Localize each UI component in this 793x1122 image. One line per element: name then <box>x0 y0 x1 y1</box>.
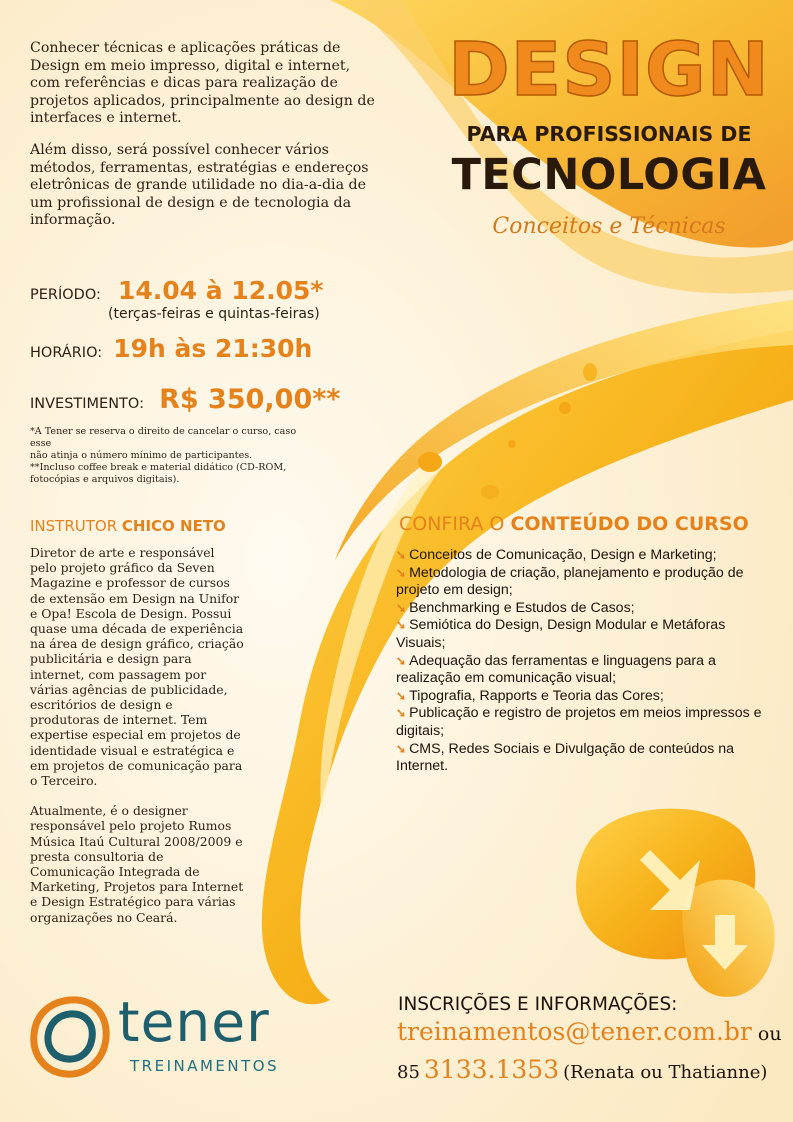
title-tecnologia: TECNOLOGIA <box>451 150 767 200</box>
arrow-bullet-icon: ➘ <box>396 741 407 756</box>
tener-logo-icon <box>28 994 112 1080</box>
list-item-text: CMS, Redes Sociais e Divulgação de conteúdos na Internet. <box>396 740 734 775</box>
footnotes <box>30 426 320 486</box>
contact-phone-number[interactable]: 3133.1353 <box>423 1055 560 1084</box>
arrow-bullet-icon: ➘ <box>396 688 407 703</box>
logo-wordmark: tener <box>118 990 270 1054</box>
list-item <box>396 547 776 565</box>
title-subtitle: PARA PROFISSIONAIS DE <box>466 122 752 146</box>
instructor-bio-paragraph-2: Atualmente, é o designer responsável pelo projeto Rumos Música Itaú Cultural 2008/2009 e presta consultoria de Comunicação Integrada de Marketing, Projetos para Internet e Design Estratégico para várias organizações no Ceará. <box>30 803 244 925</box>
list-item-text: Metodologia de criação, planejamento e produção de projeto em design; <box>396 564 744 599</box>
content-heading <box>399 513 749 535</box>
list-item <box>396 741 776 776</box>
list-item <box>396 617 776 652</box>
footnote-line: *A Tener se reserva o direito de cancelar o curso, caso esse <box>30 426 297 449</box>
instructor-bio-paragraph-1: Diretor de arte e responsável pelo projeto gráfico da Seven Magazine e professor de cursos de extensão em Design na Unifor e Opa! Escola de Design. Possui quase uma década de experiência na área de design gráfico, criação publicitária e design para internet, com passagem por várias agências de publicidade, escritórios de design e produtoras de internet. Tem expertise especial em projetos de identidade visual e estratégica e em projetos de comunicação para o Terceiro. <box>30 545 244 789</box>
list-item <box>396 688 776 706</box>
content-heading-label: CONFIRA O <box>399 513 511 535</box>
contact-names: (Renata ou Thatianne) <box>563 1062 768 1083</box>
contact-heading: INSCRIÇÕES E INFORMAÇÕES: <box>398 994 678 1015</box>
periodo-row <box>30 276 324 305</box>
list-item-text: Tipografia, Rapports e Teoria das Cores; <box>409 687 664 704</box>
horario-row <box>30 334 312 363</box>
title-design: DESIGN <box>448 27 770 113</box>
arrow-bullet-icon: ➘ <box>396 565 407 580</box>
periodo-value: 14.04 à 12.05* <box>117 276 324 305</box>
intro-paragraph-1: Conhecer técnicas e aplicações práticas de Design em meio impresso, digital e internet, com referências e dicas para realização de projetos aplicados, principalmente ao design de interfaces e internet. <box>30 40 375 127</box>
contact-area-code: 85 <box>397 1062 420 1083</box>
contact-email-row <box>397 1017 782 1046</box>
arrow-bullet-icon: ➘ <box>396 706 407 721</box>
list-item <box>396 653 776 688</box>
list-item <box>396 600 776 618</box>
periodo-days: (terças-feiras e quintas-feiras) <box>108 306 320 322</box>
horario-label: HORÁRIO: <box>30 345 103 361</box>
arrow-bullet-icon: ➘ <box>396 618 407 633</box>
instructor-heading <box>30 517 226 535</box>
footnote-line: fotocópias e arquivos digitais). <box>30 474 180 485</box>
list-item <box>396 705 776 740</box>
contact-or: ou <box>757 1023 782 1045</box>
horario-value: 19h às 21:30h <box>113 334 313 363</box>
instructor-name: CHICO NETO <box>121 517 226 535</box>
intro-text <box>30 40 375 244</box>
list-item <box>396 565 776 600</box>
investimento-label: INVESTIMENTO: <box>30 396 144 412</box>
intro-paragraph-2: Além disso, será possível conhecer vários métodos, ferramentas, estratégias e endereços eletrônicas de grande utilidade no dia-a-dia de um profissional de design e de tecnologia da informação. <box>30 141 369 229</box>
contact-email[interactable]: treinamentos@tener.com.br <box>397 1017 752 1046</box>
arrow-bullet-icon: ➘ <box>396 548 407 562</box>
investimento-value: R$ 350,00** <box>159 384 341 415</box>
content-heading-bold: CONTEÚDO DO CURSO <box>510 513 749 535</box>
arrow-bullet-icon: ➘ <box>396 600 407 615</box>
instructor-bio <box>30 545 245 940</box>
investimento-row <box>30 384 340 415</box>
instructor-label: INSTRUTOR <box>30 517 122 535</box>
list-item-text: Semiótica do Design, Design Modular e Metáforas Visuais; <box>396 617 726 651</box>
content-list <box>396 547 776 776</box>
list-item-text: Publicação e registro de projetos em meios impressos e digitais; <box>396 705 762 739</box>
footnote-line: não atinja o número mínimo de participantes. <box>30 450 253 461</box>
logo-subtitle: TREINAMENTOS <box>130 1057 280 1075</box>
footnote-line: **Incluso coffee break e material didático (CD-ROM, <box>30 462 287 473</box>
periodo-label: PERÍODO: <box>30 287 101 303</box>
list-item-text: Benchmarking e Estudos de Casos; <box>409 599 635 616</box>
contact-phone-row <box>397 1055 767 1084</box>
title-tagline: Conceitos e Técnicas <box>492 214 726 239</box>
list-item-text: Conceitos de Comunicação, Design e Marketing; <box>409 547 717 563</box>
list-item-text: Adequação das ferramentas e linguagens para a realização em comunicação visual; <box>396 652 716 687</box>
arrow-bullet-icon: ➘ <box>396 653 407 668</box>
